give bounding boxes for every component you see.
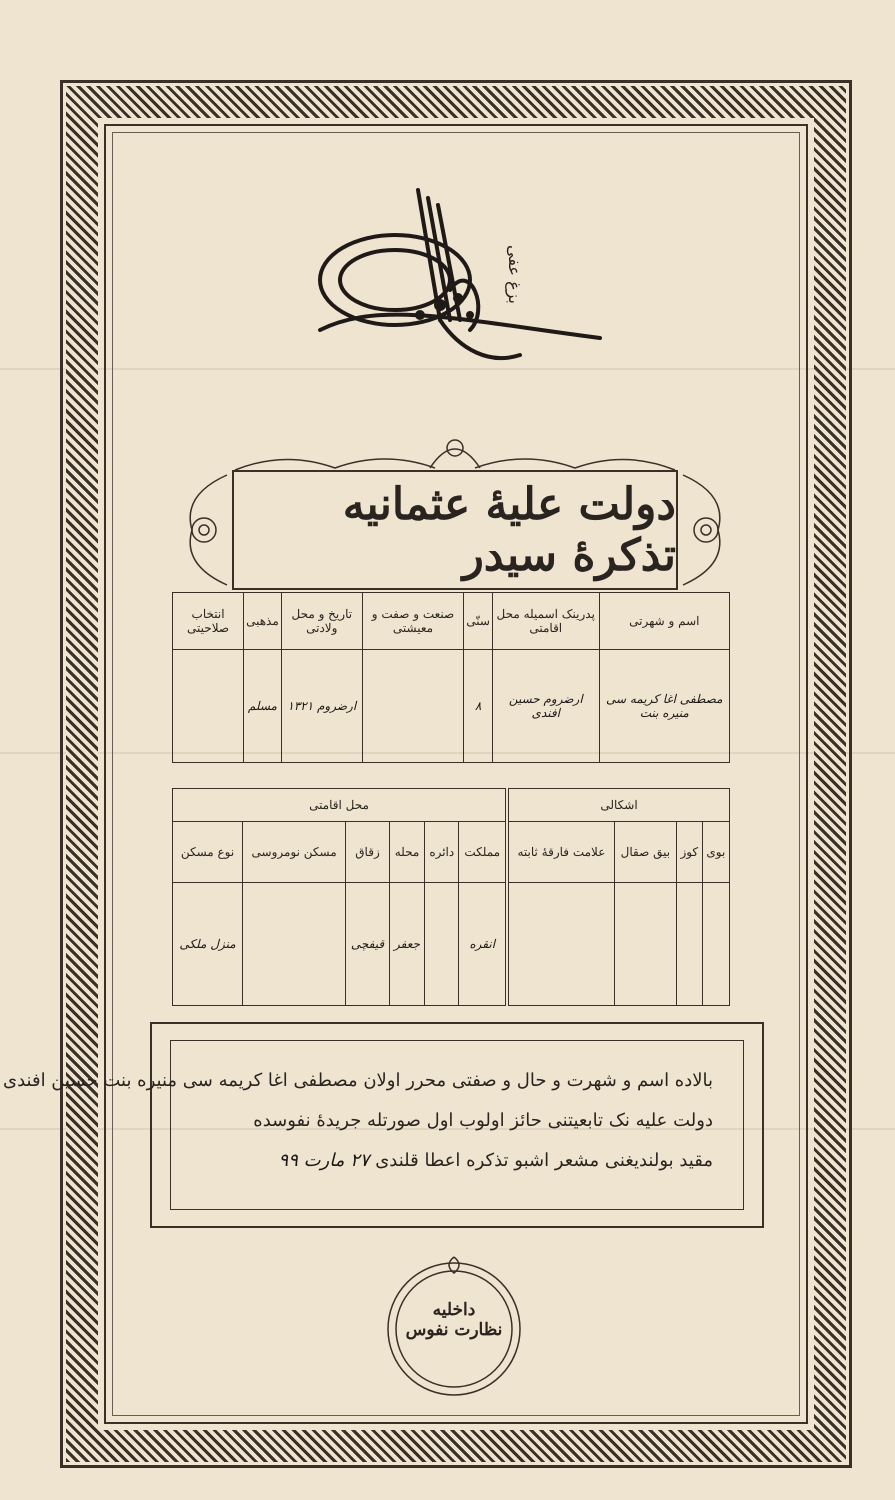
tughra-note: بزغ عفی xyxy=(505,245,524,304)
value-name: مصطفی اغا کریمه سی منیره بنت xyxy=(599,650,729,763)
header-house-number: مسکن نومروسی xyxy=(243,822,346,883)
title-ornament-left xyxy=(172,465,232,595)
value-religion: مسلم xyxy=(244,650,282,763)
header-height: بوی xyxy=(702,822,729,883)
residence-table xyxy=(172,788,506,1006)
value-street: قیفچی xyxy=(346,883,390,1006)
statement-line-3-text: مقید بولندیغنی مشعر اشبو تذکره اعطا قلندی xyxy=(375,1150,713,1171)
header-name: اسم و شهرتی xyxy=(599,593,729,650)
value-district xyxy=(425,883,459,1006)
title-ornament-top xyxy=(225,430,685,475)
value-house-type: منزل ملکی xyxy=(173,883,243,1006)
header-religion: مذهبی xyxy=(244,593,282,650)
statement-line-3 xyxy=(201,1141,713,1181)
header-house-type: نوع مسکن xyxy=(173,822,243,883)
residence-group-label: محل اقامتی xyxy=(173,789,506,822)
value-birth: ارضروم ١٣٢١ xyxy=(281,650,362,763)
header-quarter: محله xyxy=(389,822,424,883)
seal-line-1: داخلیه xyxy=(432,1300,476,1320)
header-occupation: صنعت و صفت و معیشتی xyxy=(362,593,463,650)
value-moustache-beard xyxy=(614,883,676,1006)
header-age: سنّی xyxy=(464,593,493,650)
value-quarter: جعفر xyxy=(389,883,424,1006)
title-frame xyxy=(232,470,678,590)
value-occupation xyxy=(362,650,463,763)
header-eyes: کوز xyxy=(676,822,702,883)
statement-line-2: دولت علیه نک تابعیتنی حائز اولوب اول صورتله جریدهٔ نفوسده xyxy=(253,1110,713,1131)
value-height xyxy=(702,883,729,1006)
header-moustache-beard: بیق صقال xyxy=(614,822,676,883)
header-marks: علامت فارقهٔ ثابته xyxy=(509,822,615,883)
title-ornament-right xyxy=(678,465,738,595)
tughra-emblem xyxy=(300,170,620,380)
features-group-label: اشکالی xyxy=(509,789,730,822)
header-birth: تاریخ و محل ولادتی xyxy=(281,593,362,650)
seal-line-2: نظارت نفوس xyxy=(405,1320,503,1340)
value-eyes xyxy=(676,883,702,1006)
value-voting xyxy=(173,650,244,763)
value-house-number xyxy=(243,883,346,1006)
features-table xyxy=(508,788,730,1006)
issue-date: ٢٧ مارت ٩٩ xyxy=(278,1150,370,1171)
document-title: دولت علیهٔ عثمانیه تذکرهٔ سیدر xyxy=(342,479,676,581)
value-country: انقره xyxy=(459,883,506,1006)
header-district: دائره xyxy=(425,822,459,883)
header-father-residence: پدرینک اسمیله محل اقامتی xyxy=(492,593,599,650)
personal-info-table xyxy=(172,592,730,763)
statement-line-1: بالاده اسم و شهرت و حال و صفتی محرر اولان مصطفی اغا کریمه سی منیره بنت حسین افندی xyxy=(3,1070,713,1091)
header-country: مملکت xyxy=(459,822,506,883)
statement-text xyxy=(3,1040,744,1210)
header-street: زقاق xyxy=(346,822,390,883)
header-voting: انتخاب صلاحیتی xyxy=(173,593,244,650)
value-age: ٨ xyxy=(464,650,493,763)
value-marks xyxy=(509,883,615,1006)
value-father-residence: ارضروم حسین افندی xyxy=(492,650,599,763)
seal-text xyxy=(398,1300,510,1340)
